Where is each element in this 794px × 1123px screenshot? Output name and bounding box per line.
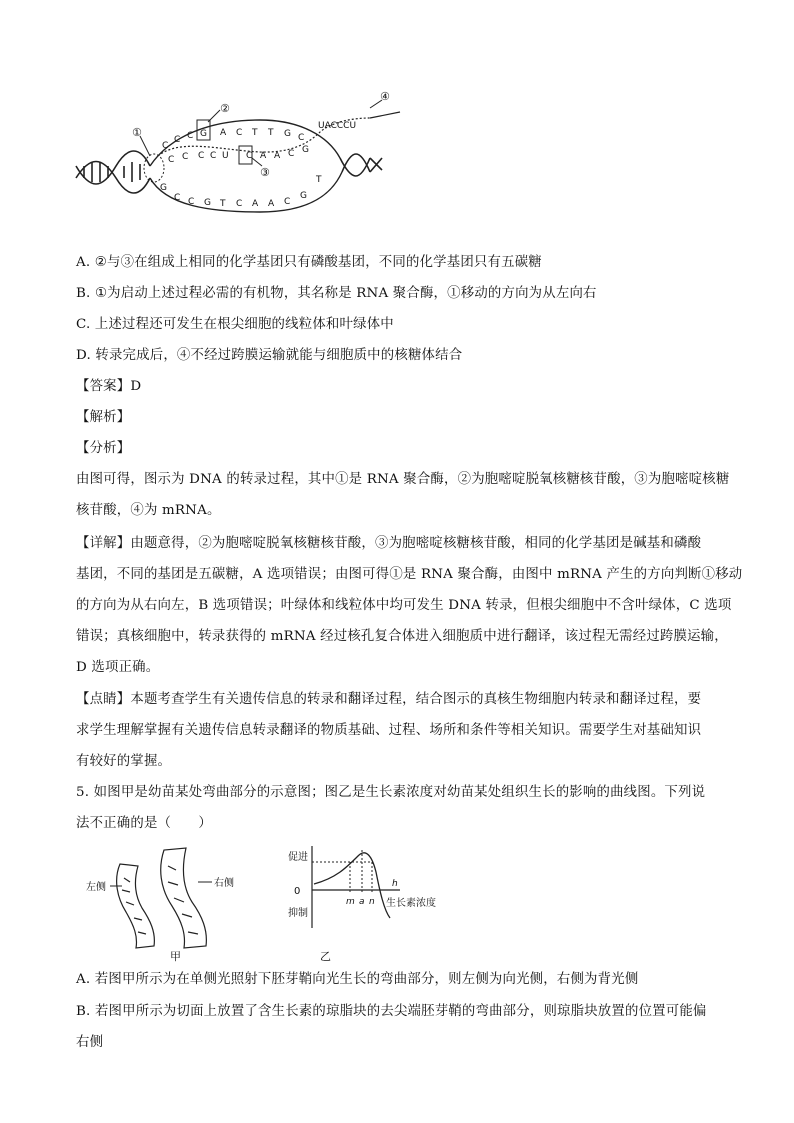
bottom-base: C (188, 197, 195, 207)
q5-option-b: B. 若图甲所示为切面上放置了含生长素的琼脂块的去尖端胚芽鞘的弯曲部分，则琼脂块放置的位置可能偏 (76, 1004, 707, 1019)
analysis-line: 核苷酸，④为 mRNA。 (76, 503, 221, 518)
detail-line: 错误；真核细胞中，转录获得的 mRNA 经过核孔复合体进入细胞质中进行翻译，该过程无需经过跨膜运输， (76, 629, 728, 644)
x-mark-h: h (392, 879, 398, 889)
y-label-zero: 0 (294, 886, 301, 897)
y-label-promote: 促进 (288, 852, 308, 863)
detail-line: 基团，不同的基团是五碳糖，A 选项错误；由图可得①是 RNA 聚合酶，由图中 mRNA 产生的方向判断①移动 (76, 567, 743, 582)
transcription-diagram (70, 86, 410, 216)
rna-base: C (210, 151, 217, 161)
right-side-label: 右侧 (214, 878, 234, 889)
top-base: C (236, 128, 243, 138)
seedling-section-right (161, 848, 207, 948)
top-base: G (284, 129, 291, 139)
bottom-base: G (160, 183, 167, 193)
bottom-base: T (316, 175, 322, 185)
question-5-stem: 5. 如图甲是幼苗某处弯曲部分的示意图；图乙是生长素浓度对幼苗某处组织生长的影响的曲线图。下列说 (76, 785, 706, 800)
q5-option-b-cont: 右侧 (76, 1035, 104, 1050)
growth-curve (314, 853, 390, 918)
bottom-base: T (220, 199, 226, 209)
rna-base: C (198, 151, 205, 161)
mark-2: ② (220, 102, 230, 115)
dianjing-line: 有较好的掌握。 (76, 754, 172, 769)
caption-jia: 甲 (170, 950, 181, 963)
dianjing-line: 求学生理解掌握有关遗传信息转录翻译的物质基础、过程、场所和条件等相关知识。需要学生对基础知识 (76, 723, 702, 738)
rna-base: U (222, 151, 229, 161)
caption-yi: 乙 (320, 950, 331, 963)
left-side-label: 左侧 (86, 882, 106, 893)
seedling-section-left (117, 864, 155, 948)
bottom-base: G (300, 191, 307, 201)
bottom-base: G (204, 198, 211, 208)
option-a: A. ②与③在组成上相同的化学基团只有磷酸基团，不同的化学基团只有五碳糖 (76, 255, 542, 270)
mrna-tail-label: UACCCU (318, 121, 357, 131)
bottom-base: C (174, 193, 181, 203)
auxin-figure (80, 838, 460, 966)
x-mark-m: m (346, 897, 355, 907)
jiexi-heading: 【解析】 (76, 410, 131, 425)
dianjing-line: 【点睛】本题考查学生有关遗传信息的转录和翻译过程，结合图示的真核生物细胞内转录和翻译过程，要 (76, 692, 702, 707)
top-base: T (268, 128, 274, 138)
rna-polymerase (144, 154, 164, 182)
top-base: G (200, 129, 207, 139)
mark-1: ① (132, 126, 142, 139)
dna-helix-right (340, 154, 382, 176)
detail-line: D 选项正确。 (76, 660, 160, 675)
rna-base: C (168, 155, 175, 165)
mrna-tail-line (370, 112, 400, 118)
detail-line: 【详解】由题意得，②为胞嘧啶脱氧核糖核苷酸，③为胞嘧啶核糖核苷酸，相同的化学基团是碱基和磷酸 (76, 536, 702, 551)
rna-base: G (302, 145, 309, 155)
rna-base: A (274, 151, 281, 161)
option-c: C. 上述过程还可发生在根尖细胞的线粒体和叶绿体中 (76, 317, 394, 332)
top-base: C (187, 131, 194, 141)
option-b: B. ①为启动上述过程必需的有机物，其名称是 RNA 聚合酶，①移动的方向为从左向右 (76, 286, 597, 301)
x-mark-a: a (359, 897, 365, 907)
leader-1 (140, 136, 150, 156)
x-mark-n: n (369, 897, 375, 907)
leader-2 (208, 110, 220, 122)
answer-line: 【答案】D (76, 379, 142, 394)
top-base: T (252, 128, 258, 138)
top-base: A (220, 128, 227, 138)
top-base: C (298, 133, 305, 143)
rna-base: C (288, 149, 295, 159)
x-axis-label: 生长素浓度 (386, 898, 436, 909)
detail-line: 的方向为从右向左，B 选项错误；叶绿体和线粒体中均可发生 DNA 转录，但根尖细胞中不含叶绿体，C 选项 (76, 598, 732, 613)
mark-4: ④ (380, 90, 390, 103)
question-5-stem: 法不正确的是（ ） (76, 816, 212, 831)
rna-base: C (182, 152, 189, 162)
top-base: C (174, 135, 181, 145)
fenxi-heading: 【分析】 (76, 441, 131, 456)
bottom-base: A (268, 199, 275, 209)
bottom-base: C (284, 197, 291, 207)
option-d: D. 转录完成后，④不经过跨膜运输就能与细胞质中的核糖体结合 (76, 348, 463, 363)
coding-strand-bottom (150, 172, 342, 212)
q5-option-a: A. 若图甲所示为在单侧光照射下胚芽鞘向光生长的弯曲部分，则左侧为向光侧，右侧为背光侧 (76, 972, 639, 987)
top-base: C (162, 141, 169, 151)
dna-helix-left (76, 151, 150, 193)
bottom-base: C (236, 199, 243, 209)
y-label-inhibit: 抑制 (288, 908, 308, 919)
mark-3: ③ (260, 166, 270, 179)
rna-base: C (246, 151, 253, 161)
analysis-line: 由图可得，图示为 DNA 的转录过程，其中①是 RNA 聚合酶，②为胞嘧啶脱氧核糖核苷酸，③为胞嘧啶核糖 (76, 472, 730, 487)
rna-base: A (260, 151, 267, 161)
bottom-base: A (252, 199, 259, 209)
